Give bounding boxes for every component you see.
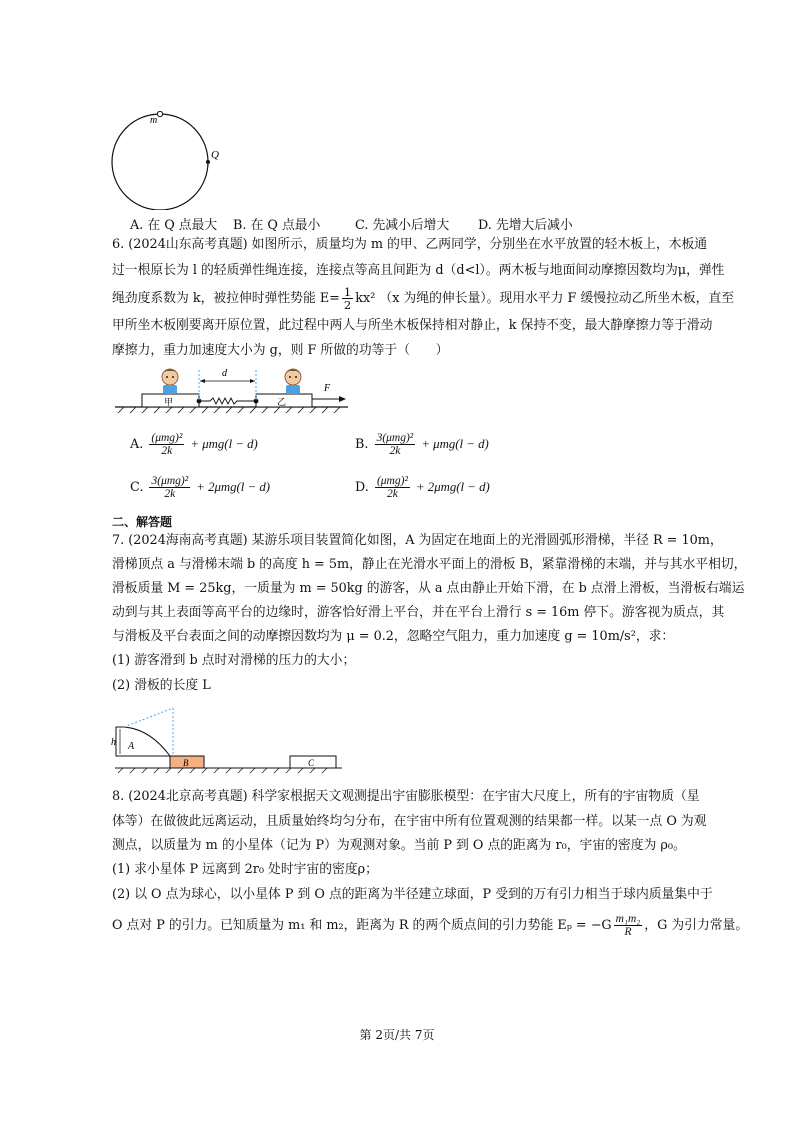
circle-track	[112, 114, 208, 210]
label-a: A	[128, 741, 135, 752]
q6-option-a: A. $\frac{\text{(μmg)²}}{2k}$ + μmg(l − d)	[130, 432, 258, 457]
q8-sub-1: (1) 求小星体 P 远离到 2r₀ 处时宇宙的密度ρ；	[112, 862, 378, 877]
q8-sub-2: (2) 以 O 点为球心，以小星体 P 到 O 点的距离为半径建立球面，P 受到的万有引力相当于球内质量集中于	[112, 887, 713, 902]
label-b: B	[183, 758, 189, 768]
q6-option-d: D. $\frac{\text{(μmg)²}}{2k}$ + 2μmg(l − d)	[355, 475, 490, 500]
label-h: h	[111, 737, 116, 748]
q6-half-fraction: $\frac{1}{2}$	[343, 285, 352, 312]
label-yi: 乙	[277, 398, 287, 408]
q5-option-a: A. 在 Q 点最大	[130, 218, 218, 233]
q5-option-d: D. 先增大后减小	[478, 218, 573, 233]
q7-line-5: 与滑板及平台表面之间的动摩擦因数均为 μ = 0.2，忽略空气阻力，重力加速度 g = 10m/s²，求：	[112, 629, 675, 644]
elastic-cord	[199, 398, 256, 404]
q7-sub-2: (2) 滑板的长度 L	[112, 678, 211, 693]
point-q-dot	[206, 160, 210, 164]
label-q: Q	[211, 149, 219, 161]
q6-line-2: 过一根原长为 l 的轻质弹性绳连接，连接点等高且间距为 d（d<l）。两木板与地面间动摩擦因数均为μ，弹性	[112, 263, 725, 278]
circle-figure	[100, 100, 230, 210]
label-c: C	[308, 758, 315, 768]
ground-hatching	[118, 407, 340, 413]
q7-line-2: 滑梯顶点 a 与滑梯末端 b 的高度 h = 5m，静止在光滑水平面上的滑板 B，紧靠滑梯的末端，并与其水平相切，	[112, 557, 747, 572]
q5-option-b: B. 在 Q 点最小	[233, 218, 321, 233]
q6-line-3	[112, 286, 734, 311]
q6-line-4: 甲所坐木板刚要离开原位置，此过程中两人与所坐木板保持相对静止，k 保持不变，最大静摩擦力等于滑动	[112, 318, 713, 333]
q8-line-1: 8. (2024北京高考真题) 科学家根据天文观测提出宇宙膨胀模型：在宇宙大尺度上，所有的宇宙物质（星	[112, 789, 700, 804]
label-m: m	[150, 115, 158, 126]
label-f: F	[324, 383, 331, 394]
student-jia	[162, 369, 178, 394]
section-title-answers: 二、解答题	[112, 515, 173, 529]
label-d: d	[222, 368, 227, 379]
q7-line-4: 动到与其上表面等高平台的边缘时，游客恰好滑上平台，并在平台上滑行 s = 16m 停下。游客视为质点，其	[112, 605, 725, 620]
q6-line-1: 6. (2024山东高考真题) 如图所示，质量均为 m 的甲、乙两同学，分别坐在水平放置的轻木板上，木板通	[112, 237, 708, 252]
q6-line-3b: kx² （x 为绳的伸长量）。现用水平力 F 缓慢拉动乙所坐木板，直至	[355, 291, 735, 306]
q8-potential-fraction: $\frac{\text{m₁m₂}}{R}$	[615, 913, 641, 938]
slide-a	[116, 727, 170, 756]
q7-line-3: 滑板质量 M = 25kg，一质量为 m = 50kg 的游客，从 a 点由静止开始下滑，在 b 点滑上滑板，当滑板右端运	[112, 581, 745, 596]
q6-line-5: 摩擦力，重力加速度大小为 g，则 F 所做的功等于（ ）	[112, 343, 449, 358]
q5-option-c: C. 先减小后增大	[355, 218, 450, 233]
mass-m-dot	[157, 111, 162, 116]
page-number: 第 2页/共 7页	[359, 1028, 435, 1042]
label-jia: 甲	[164, 398, 174, 408]
q6-option-b: B. $\frac{\text{3(μmg)²}}{2k}$ + μmg(l − d)	[355, 432, 489, 457]
q8-line-4: O 点对 P 的引力。已知质量为 m₁ 和 m₂，距离为 R 的两个质点间的引力势能 Eₚ = −G $\frac{\text{m₁m₂}}{R}$ ，G 为引力常量。	[112, 913, 749, 938]
q7-figure	[110, 705, 350, 777]
student-yi	[285, 369, 301, 394]
q6-option-c: C. $\frac{\text{3(μmg)²}}{2k}$ + 2μmg(l − d)	[130, 475, 271, 500]
q6-line-3a: 绳劲度系数为 k，被拉伸时弹性势能 E=	[112, 291, 340, 306]
q8-line-2: 体等）在做彼此远离运动，且质量始终均匀分布，在宇宙中所有位置观测的结果都一样。以某一点 O 为观	[112, 814, 707, 829]
q7-sub-1: (1) 游客滑到 b 点时对滑梯的压力的大小；	[112, 653, 356, 668]
q7-line-1: 7. (2024海南高考真题) 某游乐项目装置简化如图，A 为固定在地面上的光滑圆弧形滑梯，半径 R = 10m，	[112, 533, 723, 548]
q6-figure	[110, 362, 360, 420]
q8-line-3: 测点，以质量为 m 的小星体（记为 P）为观测对象。当前 P 到 O 点的距离为 r₀，宇宙的密度为 ρ₀。	[112, 838, 686, 853]
